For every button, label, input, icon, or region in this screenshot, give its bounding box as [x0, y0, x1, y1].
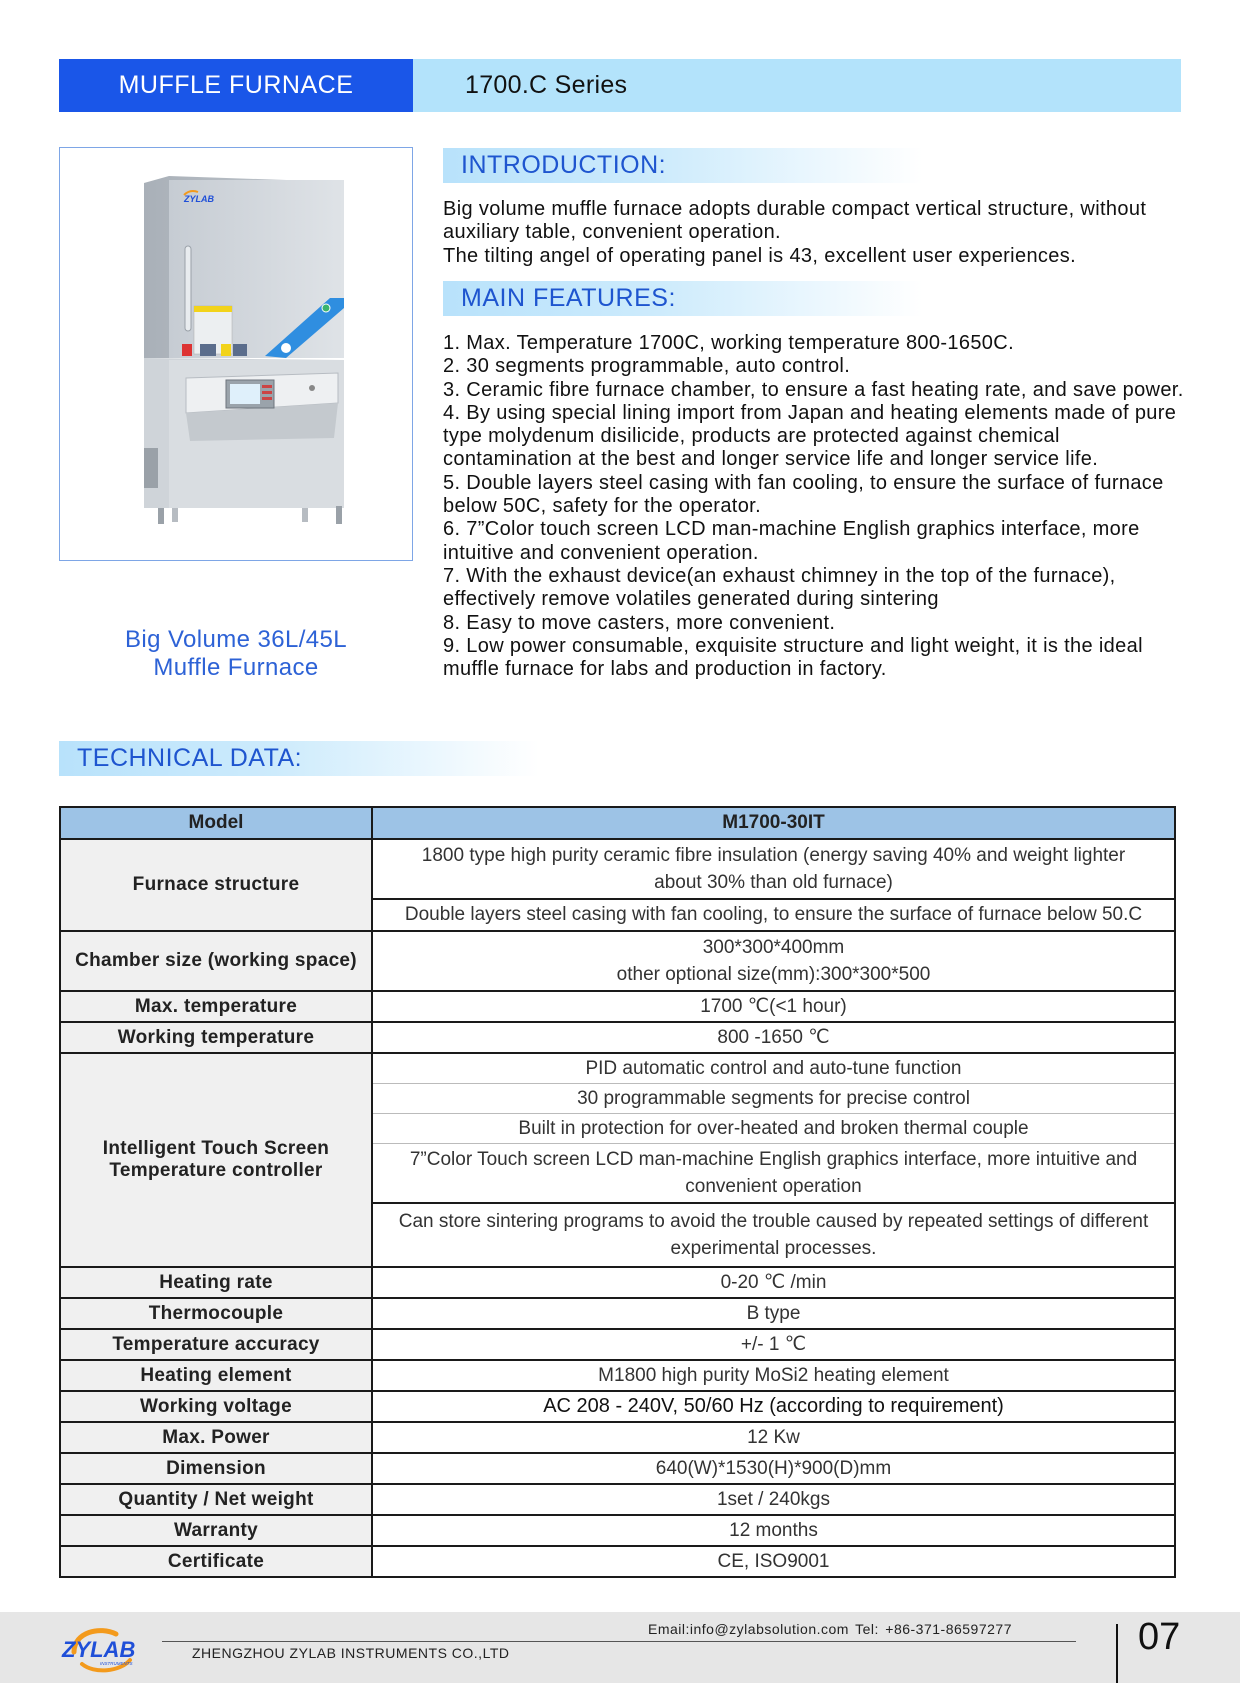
table-row: [60, 839, 1175, 899]
table-row: [60, 1053, 1175, 1084]
logo-icon: [60, 1624, 152, 1674]
row-value: M1800 high purity MoSi2 heating element: [372, 1360, 1175, 1391]
footer-company: ZHENGZHOU ZYLAB INSTRUMENTS CO.,LTD: [192, 1645, 510, 1661]
table-row: [60, 991, 1175, 1022]
row-label: Chamber size (working space): [60, 931, 372, 991]
model-value: M1700-30IT: [372, 807, 1175, 839]
row-label: Max. Power: [60, 1422, 372, 1453]
row-value: CE, ISO9001: [372, 1546, 1175, 1577]
row-value: 1set / 240kgs: [372, 1484, 1175, 1515]
row-value: 800 -1650 ℃: [372, 1022, 1175, 1053]
row-label: Max. temperature: [60, 991, 372, 1022]
feature-item: 1. Max. Temperature 1700C, working temperature 800-1650C.: [443, 332, 1014, 354]
introduction-text: [443, 198, 1183, 268]
svg-text:ZYLAB: ZYLAB: [184, 194, 214, 204]
table-row: [60, 1546, 1175, 1577]
footer-divider: [162, 1641, 1076, 1642]
table-row: [60, 1484, 1175, 1515]
model-label: Model: [60, 807, 372, 839]
row-value: 30 programmable segments for precise control: [372, 1084, 1175, 1114]
row-value: +/- 1 ℃: [372, 1329, 1175, 1360]
page-footer: [0, 1612, 1240, 1683]
row-label: Quantity / Net weight: [60, 1484, 372, 1515]
row-label: Working voltage: [60, 1391, 372, 1422]
row-value: 7”Color Touch screen LCD man-machine English graphics interface, more intuitive and convenient operation: [372, 1144, 1175, 1204]
table-row: [60, 1329, 1175, 1360]
features-list: [443, 332, 1188, 681]
row-label: Heating rate: [60, 1267, 372, 1298]
spec-table: [59, 806, 1176, 1578]
product-image: [59, 147, 413, 561]
table-row: [60, 1453, 1175, 1484]
table-row: [60, 1022, 1175, 1053]
product-caption: [59, 626, 413, 682]
row-value: B type: [372, 1298, 1175, 1329]
intro-paragraph: Big volume muffle furnace adopts durable compact vertical structure, without auxiliary table, convenient operation.: [443, 198, 1147, 244]
row-value: PID automatic control and auto-tune function: [372, 1053, 1175, 1084]
row-value: Can store sintering programs to avoid the trouble caused by repeated settings of different experimental processes.: [372, 1203, 1175, 1267]
feature-item: 8. Easy to move casters, more convenient.: [443, 611, 836, 634]
row-value: 1800 type high purity ceramic fibre insulation (energy saving 40% and weight lighter about 30% than old furnace): [372, 839, 1175, 899]
row-label: Dimension: [60, 1453, 372, 1484]
controller-label-2: Temperature controller: [109, 1160, 323, 1181]
row-label: [60, 1053, 372, 1267]
row-value: 640(W)*1530(H)*900(D)mm: [372, 1453, 1175, 1484]
introduction-heading: INTRODUCTION:: [443, 148, 923, 183]
page-number: 07: [1138, 1616, 1181, 1658]
table-row: [60, 1422, 1175, 1453]
feature-item: 7. With the exhaust device(an exhaust chimney in the top of the furnace), effectively remove volatiles generated during sintering: [443, 564, 1116, 611]
feature-item: 3. Ceramic fibre furnace chamber, to ensure a fast heating rate, and save power.: [443, 378, 1184, 401]
page-number-divider: [1116, 1624, 1118, 1683]
feature-item: 5. Double layers steel casing with fan cooling, to ensure the surface of furnace below 50C, safety for the operator.: [443, 471, 1164, 518]
category-title: MUFFLE FURNACE: [59, 59, 413, 112]
row-value: 0-20 ℃ /min: [372, 1267, 1175, 1298]
row-value: AC 208 - 240V, 50/60 Hz (according to requirement): [372, 1391, 1175, 1422]
row-label: Working temperature: [60, 1022, 372, 1053]
zylab-logo: [60, 1624, 152, 1674]
series-title: 1700.C Series: [465, 71, 628, 99]
table-row: [60, 1391, 1175, 1422]
table-row: [60, 1267, 1175, 1298]
footer-contact: Email:info@zylabsolution.com Tel: +86-371-86597277: [648, 1621, 1012, 1637]
technical-data-heading: TECHNICAL DATA:: [59, 741, 539, 776]
svg-text:ZYLAB: ZYLAB: [62, 1637, 136, 1662]
title-bar: [59, 59, 1181, 112]
row-label: Heating element: [60, 1360, 372, 1391]
furnace-illustration: [60, 148, 412, 560]
row-value: [372, 931, 1175, 991]
features-heading: MAIN FEATURES:: [443, 281, 923, 316]
table-row: [60, 931, 1175, 991]
row-label: Furnace structure: [60, 839, 372, 931]
row-label: Temperature accuracy: [60, 1329, 372, 1360]
table-row: [60, 1515, 1175, 1546]
controller-label-1: Intelligent Touch Screen: [102, 1138, 330, 1159]
row-value: Built in protection for over-heated and broken thermal couple: [372, 1114, 1175, 1144]
feature-item: 4. By using special lining import from Japan and heating elements made of pure type molydenum disilicide, products are protected against chemical contamination at the best and longer service life and longer service life.: [443, 401, 1177, 471]
svg-text:INSTRUMENTS: INSTRUMENTS: [100, 1661, 133, 1666]
row-value: 12 Kw: [372, 1422, 1175, 1453]
row-value: Double layers steel casing with fan cooling, to ensure the surface of furnace below 50.C: [372, 899, 1175, 931]
row-label: Warranty: [60, 1515, 372, 1546]
feature-item: 2. 30 segments programmable, auto control.: [443, 355, 851, 378]
row-value: 12 months: [372, 1515, 1175, 1546]
table-row: [60, 1360, 1175, 1391]
row-label: Thermocouple: [60, 1298, 372, 1329]
chamber-size: 300*300*400mm: [702, 937, 845, 958]
table-header-row: [60, 807, 1175, 839]
caption-line-1: Big Volume 36L/45L: [124, 626, 348, 653]
chamber-optional: other optional size(mm):300*300*500: [616, 964, 931, 985]
table-row: [60, 1298, 1175, 1329]
feature-item: 9. Low power consumable, exquisite structure and light weight, it is the ideal muffle furnace for labs and production in factory.: [443, 634, 1143, 681]
caption-line-2: Muffle Furnace: [153, 654, 319, 681]
intro-paragraph: The tilting angel of operating panel is 43, excellent user experiences.: [443, 244, 1077, 267]
feature-item: 6. 7”Color touch screen LCD man-machine English graphics interface, more intuitive and convenient operation.: [443, 518, 1140, 564]
row-value: 1700 ℃(<1 hour): [372, 991, 1175, 1022]
row-label: Certificate: [60, 1546, 372, 1577]
